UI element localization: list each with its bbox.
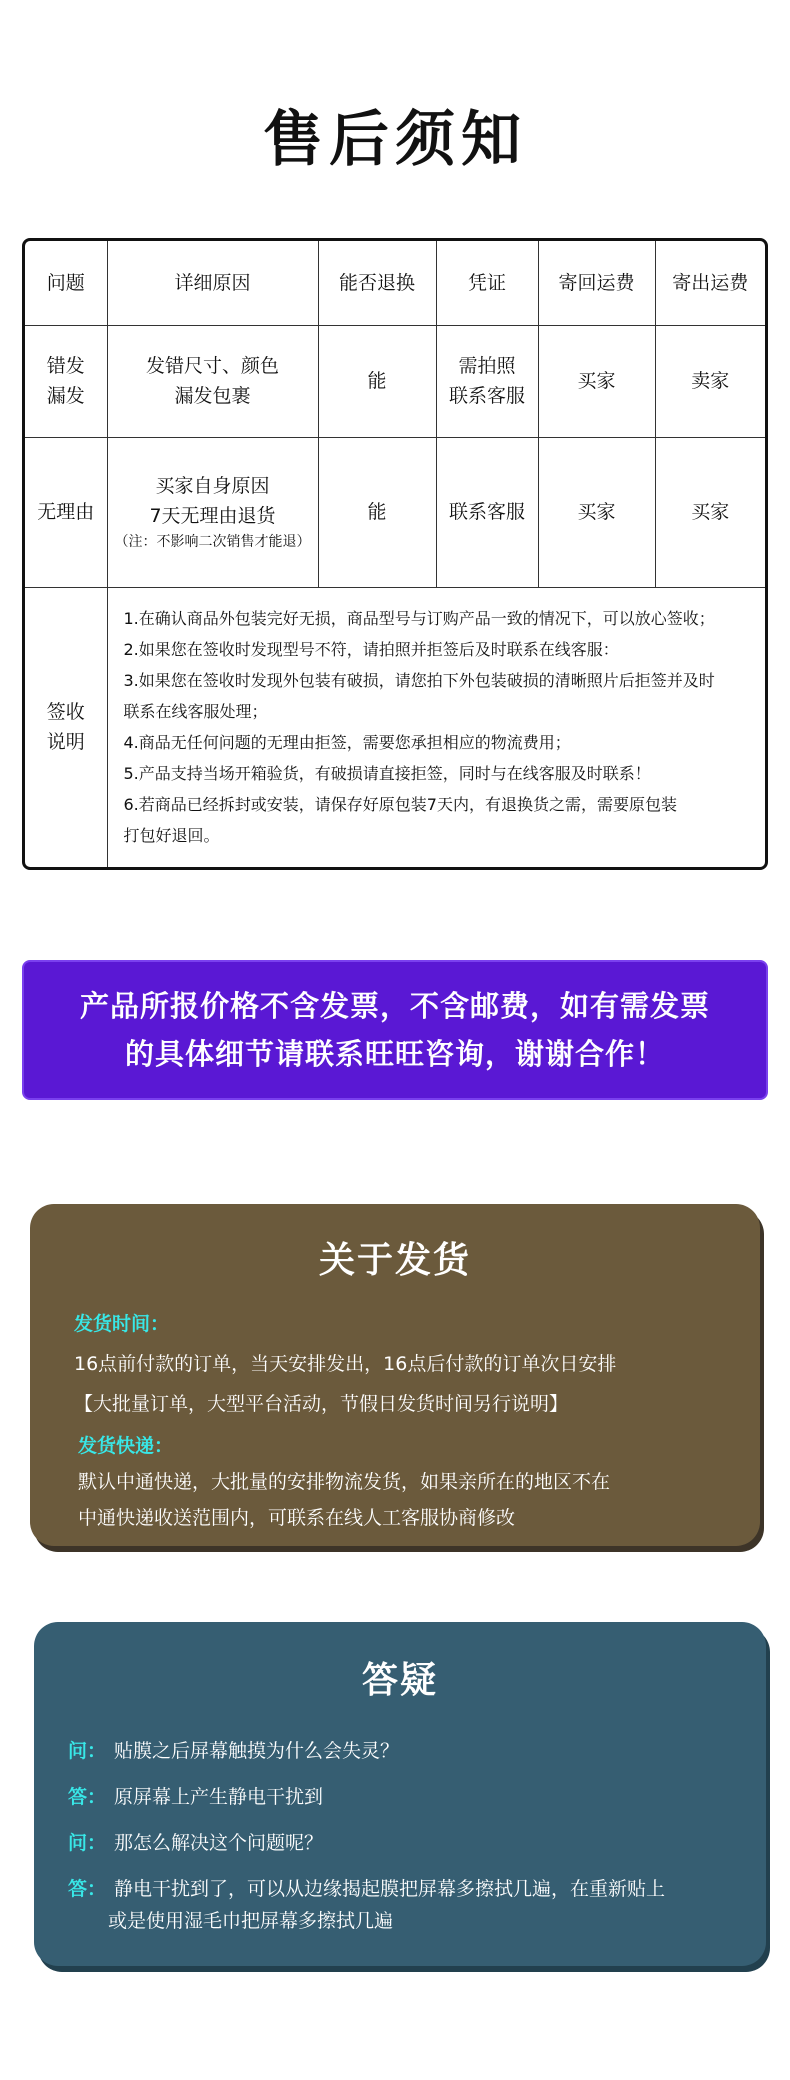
sign-note-item: 1.在确认商品外包装完好无损，商品型号与订购产品一致的情况下，可以放心签收；	[123, 609, 715, 629]
header-proof: 凭证	[436, 241, 538, 325]
cell-return-shipping: 买家	[538, 325, 655, 437]
page-title: 售后须知	[263, 105, 527, 175]
table-row-no-reason	[25, 437, 765, 587]
header-issue: 问题	[25, 241, 107, 325]
cell-send-shipping: 买家	[655, 437, 765, 587]
shipping-info-card	[30, 1204, 760, 1546]
table-row-sign-notes	[25, 587, 765, 867]
faq-card	[34, 1622, 766, 1966]
sign-notes-list	[107, 587, 765, 867]
faq-answer-continued: 或是使用湿毛巾把屏幕多擦拭几遍	[108, 1910, 394, 1932]
shipping-express-text: 默认中通快递，大批量的安排物流发货，如果亲所在的地区不在	[78, 1471, 611, 1493]
sign-note-item: 2.如果您在签收时发现型号不符，请拍照并拒签后及时联系在线客服：	[123, 640, 619, 660]
cell-reason: 发错尺寸、颜色 漏发包裹	[107, 325, 318, 437]
sign-note-item: 3.如果您在签收时发现外包装有破损，请您拍下外包装破损的清晰照片后拒签并及时	[123, 671, 715, 691]
answer-mark-label: 答：	[68, 1786, 107, 1808]
cell-returnable: 能	[318, 437, 436, 587]
cell-proof: 联系客服	[436, 437, 538, 587]
shipping-time-label: 发货时间：	[74, 1313, 170, 1335]
sign-note-item: 4.商品无任何问题的无理由拒签，需要您承担相应的物流费用；	[123, 733, 571, 753]
cell-proof: 需拍照 联系客服	[436, 325, 538, 437]
question-mark-label: 问：	[68, 1740, 107, 1762]
header-reason: 详细原因	[107, 241, 318, 325]
sign-note-item: 5.产品支持当场开箱验货，有破损请直接拒签，同时与在线客服及时联系！	[123, 764, 651, 784]
header-return-shipping: 寄回运费	[538, 241, 655, 325]
header-returnable: 能否退换	[318, 241, 436, 325]
faq-answer: 答： 静电干扰到了，可以从边缘揭起膜把屏幕多擦拭几遍，在重新贴上	[68, 1878, 666, 1900]
shipping-time-text: 16点前付款的订单，当天安排发出，16点后付款的订单次日安排	[74, 1353, 617, 1375]
header-send-shipping: 寄出运费	[655, 241, 765, 325]
faq-answer: 答： 原屏幕上产生静电干扰到	[68, 1786, 324, 1808]
faq-question: 问： 贴膜之后屏幕触摸为什么会失灵？	[68, 1740, 400, 1762]
shipping-title: 关于发货	[318, 1240, 471, 1281]
sign-note-item: 打包好退回。	[123, 826, 220, 846]
cell-reason: 买家自身原因 7天无理由退货 （注：不影响二次销售才能退）	[107, 437, 318, 587]
faq-question: 问： 那怎么解决这个问题呢？	[68, 1832, 324, 1854]
table-row-wrong-shipment	[25, 325, 765, 437]
table-header-row	[25, 241, 765, 325]
shipping-express-text: 中通快递收送范围内，可联系在线人工客服协商修改	[78, 1507, 516, 1529]
banner-line: 的具体细节请联系旺旺咨询，谢谢合作！	[124, 1037, 665, 1071]
sign-note-item: 6.若商品已经拆封或安装，请保存好原包装7天内，有退换货之需，需要原包装	[123, 795, 677, 815]
faq-title: 答疑	[361, 1660, 438, 1701]
after-sales-table	[22, 238, 768, 870]
cell-issue: 错发 漏发	[25, 325, 107, 437]
sign-note-item: 联系在线客服处理；	[123, 702, 268, 722]
cell-sign-label: 签收 说明	[25, 587, 107, 867]
cell-issue: 无理由	[25, 437, 107, 587]
banner-line: 产品所报价格不含发票，不含邮费，如有需发票	[79, 989, 710, 1023]
shipping-time-note: 【大批量订单，大型平台活动，节假日发货时间另行说明】	[74, 1393, 569, 1415]
reason-note: （注：不影响二次销售才能退）	[114, 534, 311, 550]
answer-mark-label: 答：	[68, 1878, 107, 1900]
invoice-notice-banner	[22, 960, 768, 1100]
shipping-express-label: 发货快递：	[78, 1435, 174, 1457]
cell-return-shipping: 买家	[538, 437, 655, 587]
question-mark-label: 问：	[68, 1832, 107, 1854]
cell-returnable: 能	[318, 325, 436, 437]
cell-send-shipping: 卖家	[655, 325, 765, 437]
